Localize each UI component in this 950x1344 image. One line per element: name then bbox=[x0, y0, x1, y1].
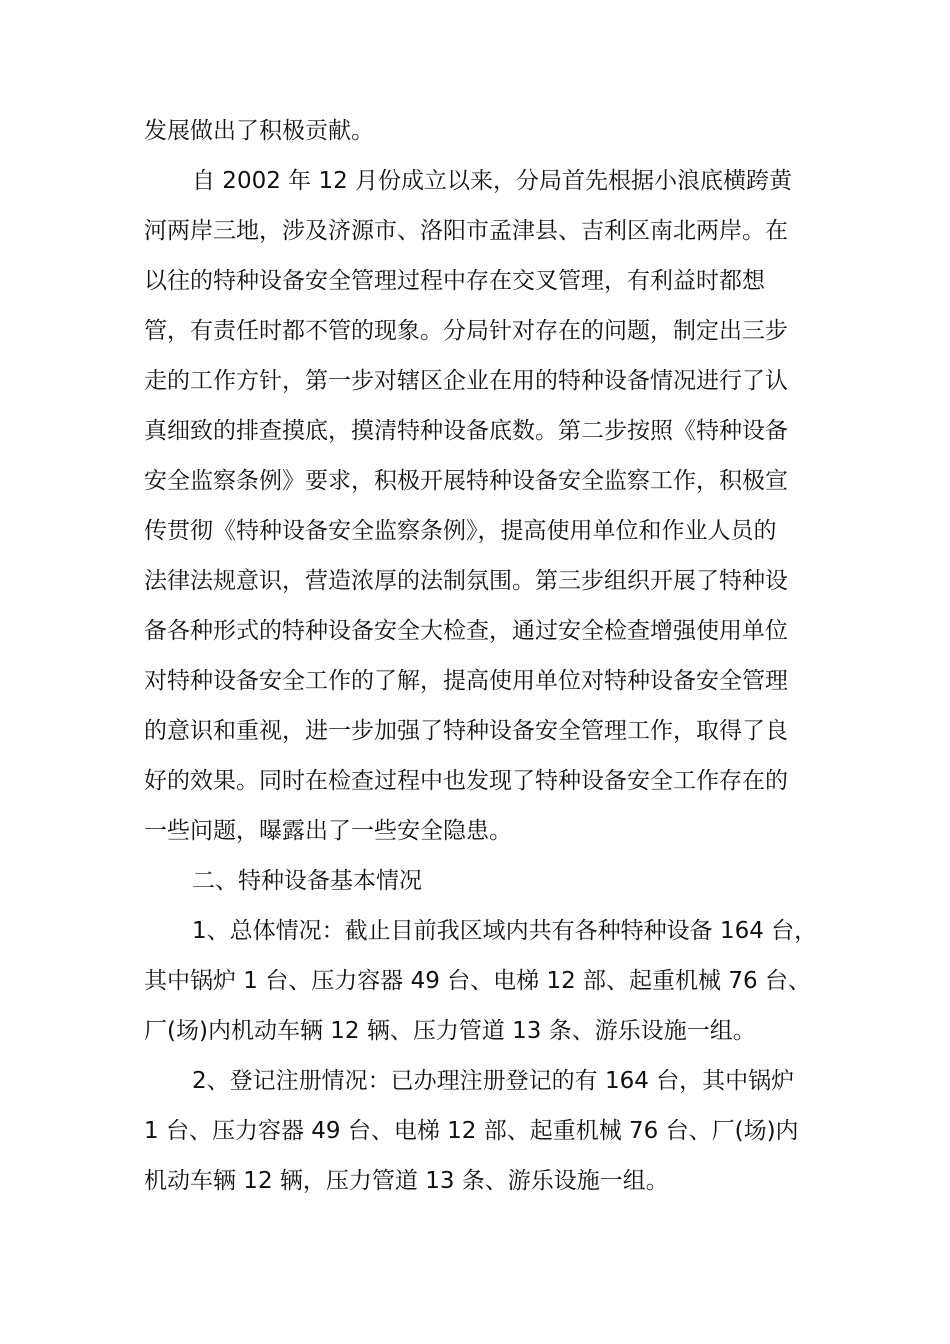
text-line: 对特种设备安全工作的了解，提高使用单位对特种设备安全管理 bbox=[144, 668, 788, 694]
text-line: 机动车辆 12 辆，压力管道 13 条、游乐设施一组。 bbox=[144, 1168, 669, 1194]
text-line: 厂(场)内机动车辆 12 辆、压力管道 13 条、游乐设施一组。 bbox=[144, 1018, 756, 1044]
section-heading: 二、特种设备基本情况 bbox=[192, 868, 422, 894]
text-line: 走的工作方针，第一步对辖区企业在用的特种设备情况进行了认 bbox=[144, 368, 788, 394]
paragraph-start-line: 2、登记注册情况：已办理注册登记的有 164 台，其中锅炉 bbox=[192, 1068, 795, 1094]
text-line: 好的效果。同时在检查过程中也发现了特种设备安全工作存在的 bbox=[144, 768, 788, 794]
text-line: 备各种形式的特种设备安全大检查，通过安全检查增强使用单位 bbox=[144, 618, 788, 644]
text-line: 管，有责任时都不管的现象。分局针对存在的问题，制定出三步 bbox=[144, 318, 788, 344]
paragraph-start-line: 自 2002 年 12 月份成立以来，分局首先根据小浪底横跨黄 bbox=[192, 168, 793, 194]
text-line: 的意识和重视，进一步加强了特种设备安全管理工作，取得了良 bbox=[144, 718, 788, 744]
text-line: 安全监察条例》要求，积极开展特种设备安全监察工作，积极宣 bbox=[144, 468, 788, 494]
text-line: 传贯彻《特种设备安全监察条例》，提高使用单位和作业人员的 bbox=[144, 518, 777, 544]
text-line: 发展做出了积极贡献。 bbox=[144, 118, 374, 144]
text-line: 一些问题，曝露出了一些安全隐患。 bbox=[144, 818, 512, 844]
text-line: 以往的特种设备安全管理过程中存在交叉管理，有利益时都想 bbox=[144, 268, 765, 294]
paragraph-start-line: 1、总体情况：截止目前我区域内共有各种特种设备 164 台， bbox=[192, 918, 818, 944]
text-line: 其中锅炉 1 台、压力容器 49 台、电梯 12 部、起重机械 76 台、 bbox=[144, 968, 811, 994]
text-line: 真细致的排查摸底，摸清特种设备底数。第二步按照《特种设备 bbox=[144, 418, 788, 444]
text-line: 法律法规意识，营造浓厚的法制氛围。第三步组织开展了特种设 bbox=[144, 568, 788, 594]
text-line: 河两岸三地，涉及济源市、洛阳市孟津县、吉利区南北两岸。在 bbox=[144, 218, 788, 244]
text-line: 1 台、压力容器 49 台、电梯 12 部、起重机械 76 台、厂(场)内 bbox=[144, 1118, 799, 1144]
